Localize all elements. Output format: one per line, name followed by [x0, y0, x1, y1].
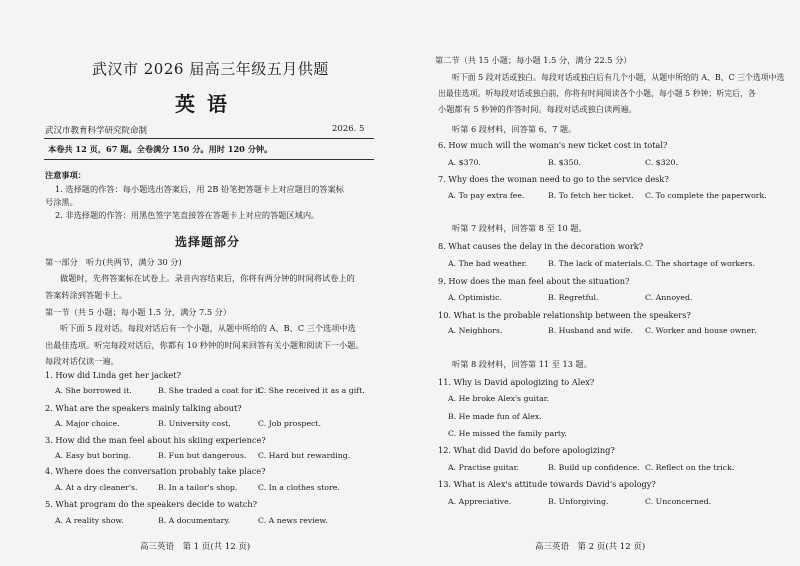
subject-title: 英语	[175, 92, 239, 116]
date-line: 2026. 5	[332, 124, 365, 134]
question-stem: 13. What is Alex's attitude towards David's apology?	[438, 479, 656, 489]
option-a[interactable]: A. To pay extra fee.	[448, 191, 525, 200]
instruction-text: 每段对话仅读一遍。	[45, 356, 119, 366]
score-note: 本卷共 12 页，67 题。全卷满分 150 分。用时 120 分钟。	[48, 144, 273, 154]
org-line: 武汉市教育科学研究院命制	[45, 126, 148, 136]
question-stem: 4. Where does the conversation probably take place?	[45, 466, 266, 476]
option-c[interactable]: C. Annoyed.	[645, 293, 693, 302]
section-title: 选择题部分	[175, 235, 241, 249]
option-b[interactable]: B. $350.	[548, 158, 582, 167]
option-a[interactable]: A. Major choice.	[55, 419, 120, 428]
page-footer: 高三英语 第 2 页(共 12 页)	[535, 542, 646, 552]
question-stem: 9. How does the man feel about the situation?	[438, 276, 630, 286]
question-stem: 6. How much will the woman's new ticket cost in total?	[438, 140, 668, 150]
listening-cue: 听第 7 段材料，回答第 8 至 10 题。	[452, 223, 587, 233]
page-2	[400, 0, 800, 566]
instruction-text: 答案转涂到答题卡上。	[45, 290, 127, 300]
instruction-text: 做题时，先将答案标在试卷上。录音内容结束后，你将有两分钟的时间将试卷上的	[60, 273, 355, 283]
option-b[interactable]: B. To fetch her ticket.	[548, 191, 634, 200]
option-a[interactable]: A. At a dry cleaner's.	[55, 483, 138, 492]
option-a[interactable]: A. Practise guitar.	[448, 463, 519, 472]
question-stem: 10. What is the probable relationship between the speakers?	[438, 310, 691, 320]
instruction-text: 出最佳选项。听每段对话或独白前，你将有时间阅读各个小题，每小题 5 秒钟；听完后，各	[438, 89, 756, 98]
option-b[interactable]: B. Fun but dangerous.	[158, 451, 247, 460]
question-stem: 8. What causes the delay in the decoration work?	[438, 241, 644, 251]
option-b[interactable]: B. Unforgiving.	[548, 497, 609, 506]
notice-heading: 注意事项：	[45, 170, 86, 180]
option-c[interactable]: C. In a clothes store.	[258, 483, 340, 492]
option-a[interactable]: A. He broke Alex's guitar.	[448, 394, 550, 403]
option-c[interactable]: C. The shortage of workers.	[645, 259, 755, 268]
option-a[interactable]: A. She borrowed it.	[55, 386, 132, 395]
option-c[interactable]: C. Hard but rewarding.	[258, 451, 351, 460]
question-stem: 2. What are the speakers mainly talking about?	[45, 403, 242, 413]
option-b[interactable]: B. University cost.	[158, 419, 231, 428]
divider	[44, 138, 374, 139]
option-c[interactable]: C. Job prospect.	[258, 419, 321, 428]
option-a[interactable]: A. $370.	[448, 158, 481, 167]
question-stem: 12. What did David do before apologizing?	[438, 445, 615, 455]
part-heading: 第一部分 听力(共两节，满分 30 分)	[45, 257, 182, 267]
question-stem: 7. Why does the woman need to go to the service desk?	[438, 174, 669, 184]
option-a[interactable]: A. The bad weather.	[448, 259, 528, 268]
question-stem: 5. What program do the speakers decide to watch?	[45, 499, 258, 509]
option-a[interactable]: A. Optimistic.	[448, 293, 502, 302]
option-b[interactable]: B. A documentary.	[158, 516, 231, 525]
option-b[interactable]: B. Regretful.	[548, 293, 599, 302]
divider	[44, 159, 374, 160]
notice-item: 1. 选择题的作答：每小题选出答案后，用 2B 铅笔把答题卡上对应题目的答案标	[55, 184, 344, 194]
option-c[interactable]: C. Worker and house owner.	[645, 326, 757, 335]
option-c[interactable]: C. He missed the family party.	[448, 429, 567, 438]
listening-cue: 听第 6 段材料，回答第 6、7 题。	[452, 124, 577, 134]
notice-item: 号涂黑。	[45, 197, 78, 207]
option-b[interactable]: B. Husband and wife.	[548, 326, 633, 335]
option-b[interactable]: B. Build up confidence.	[548, 463, 640, 472]
instruction-text: 出最佳选项。听完每段对话后，你都有 10 秒钟的时间来回答有关小题和阅读下一小题。	[45, 340, 364, 350]
exam-title: 武汉市 2026 届高三年级五月供题	[92, 60, 329, 78]
instruction-text: 小题都有 5 秒钟的作答时间。每段对话或独白读两遍。	[438, 104, 637, 114]
option-c[interactable]: C. Reflect on the trick.	[645, 463, 735, 472]
option-c[interactable]: C. A news review.	[258, 516, 328, 525]
question-stem: 11. Why is David apologizing to Alex?	[438, 377, 595, 387]
notice-item: 2. 非选择题的作答：用黑色签字笔直接答在答题卡上对应的答题区域内。	[55, 210, 320, 220]
option-b[interactable]: B. The lack of materials.	[548, 259, 645, 268]
section-heading: 第一节（共 5 小题；每小题 1.5 分，满分 7.5 分）	[45, 307, 232, 317]
option-a[interactable]: A. Neighbors.	[448, 326, 503, 335]
instruction-text: 听下面 5 段对话。每段对话后有一个小题，从题中所给的 A、B、C 三个选项中选	[60, 323, 356, 333]
option-b[interactable]: B. In a tailor's shop.	[158, 483, 238, 492]
option-c[interactable]: C. She received it as a gift.	[258, 386, 365, 395]
option-a[interactable]: A. A reality show.	[55, 516, 124, 525]
option-b[interactable]: B. He made fun of Alex.	[448, 412, 542, 421]
option-b[interactable]: B. She traded a coat for it.	[158, 386, 264, 395]
option-c[interactable]: C. To complete the paperwork.	[645, 191, 767, 200]
instruction-text: 听下面 5 段对话或独白。每段对话或独白后有几个小题，从题中所给的 A、B、C 三个选项中选	[452, 73, 785, 82]
listening-cue: 听第 8 段材料，回答第 11 至 13 题。	[452, 359, 592, 369]
option-a[interactable]: A. Appreciative.	[448, 497, 512, 506]
question-stem: 3. How did the man feel about his skiing experience?	[45, 435, 266, 445]
page-footer: 高三英语 第 1 页(共 12 页)	[140, 542, 251, 552]
question-stem: 1. How did Linda get her jacket?	[45, 370, 181, 380]
option-a[interactable]: A. Easy but boring.	[55, 451, 131, 460]
option-c[interactable]: C. Unconcerned.	[645, 497, 712, 506]
option-c[interactable]: C. $320.	[645, 158, 678, 167]
section-heading: 第二节（共 15 小题；每小题 1.5 分，满分 22.5 分）	[435, 55, 632, 65]
